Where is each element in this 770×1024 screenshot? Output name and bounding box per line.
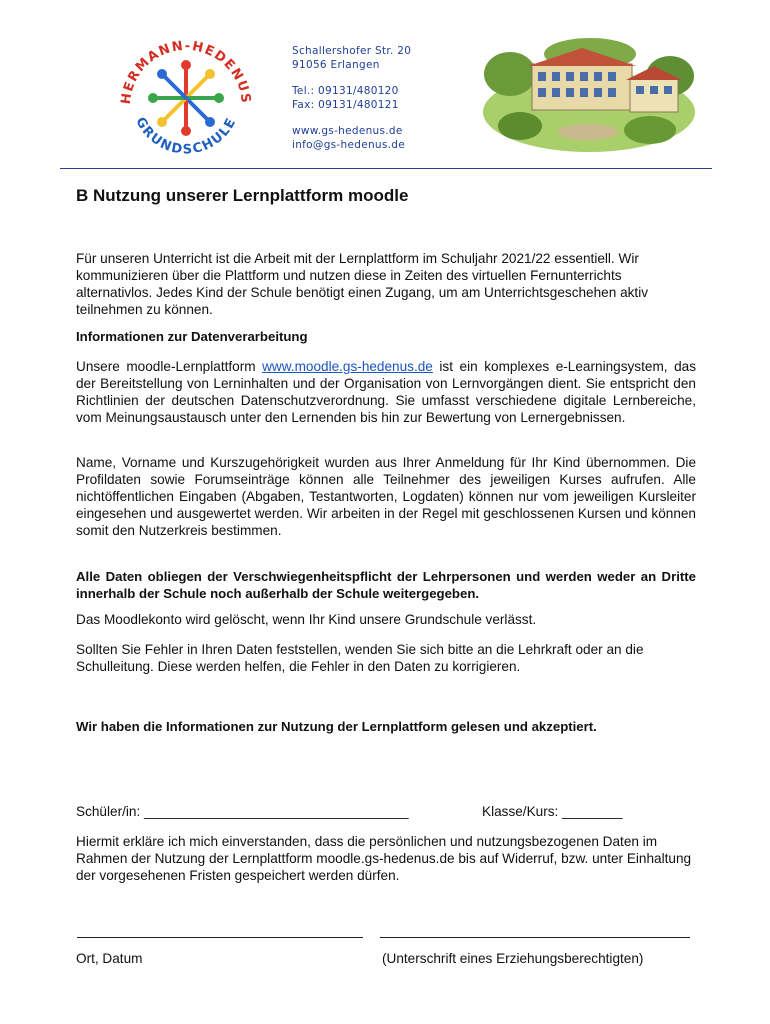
acceptance-statement: Wir haben die Informationen zur Nutzung der Lernplattform gelesen und akzeptiert.: [76, 719, 597, 734]
page-title: B Nutzung unserer Lernplattform moodle: [76, 186, 409, 205]
confidentiality-notice: Alle Daten obliegen der Verschwiegenheitspflicht der Lehrpersonen und werden weder an Dritte innerhalb der Schule noch außerhalb der Schule weitergegeben.: [76, 569, 696, 601]
header-divider: [60, 168, 712, 169]
school-building-illustration: [480, 34, 698, 154]
address-fax: Fax: 09131/480121: [292, 99, 399, 111]
student-name-field[interactable]: Schüler/in: ___________________________________: [76, 804, 409, 819]
info-p1-before: Unsere moodle-Lernplattform: [76, 359, 263, 374]
class-field[interactable]: Klasse/Kurs: ________: [482, 804, 623, 819]
address-web: www.gs-hedenus.de: [292, 125, 403, 137]
deletion-paragraph: Das Moodlekonto wird gelöscht, wenn Ihr Kind unsere Grundschule verlässt.: [76, 612, 537, 627]
school-logo: [112, 28, 260, 158]
info-heading: Informationen zur Datenverarbeitung: [76, 329, 308, 344]
address-street: Schallershofer Str. 20: [292, 45, 412, 57]
place-date-line[interactable]: [77, 937, 363, 938]
guardian-signature-label: (Unterschrift eines Erziehungsberechtigten): [382, 951, 644, 966]
address-email: info@gs-hedenus.de: [292, 139, 405, 151]
info-paragraph-2: Name, Vorname und Kurszugehörigkeit wurden aus Ihrer Anmeldung für Ihr Kind übernommen. Die Profildaten sowie Forumseinträge können alle Teilnehmer des jeweiligen Kurses aufrufen. Alle nichtöffentlichen Eingaben (Abgaben, Testantworten, Logdaten) können nur vom jeweiligen Kursleiter eingesehen und ausgewertet werden. Wir arbeiten in der Regel mit geschlossenen Kursen und können somit den Nutzerkreis bestimmen.: [76, 455, 696, 538]
info-paragraph-1: [76, 358, 696, 426]
children-circle-icon: [148, 60, 224, 136]
errors-paragraph: Sollten Sie Fehler in Ihren Daten feststellen, wenden Sie sich bitte an die Lehrkraft oder an die Schulleitung. Diese werden helfen, die Fehler in den Daten zu korrigieren.: [76, 642, 644, 674]
moodle-link[interactable]: www.moodle.gs-hedenus.de: [262, 359, 433, 374]
school-address: [292, 44, 411, 152]
info-p1-after: ist ein komplexes e-Learningsystem, das der Bereitstellung von Lerninhalten und der Organisation von Lernvorgängen dient. Sie entspricht den Richtlinien der deutschen Datenschutzverordnung. Sie umfasst verschiedene digitale Lernbereiche, vom Meinungsaustausch unter den Lernenden bis hin zur Bewertung von Lernergebnissen.: [76, 359, 696, 425]
consent-paragraph: Hiermit erkläre ich mich einverstanden, dass die persönlichen und nutzungsbezogenen Daten im Rahmen der Nutzung der Lernplattform moodle.gs-hedenus.de bis auf Widerruf, bzw. unter Einhaltung der vorgesehenen Fristen gespeichert werden dürfen.: [76, 834, 692, 883]
place-date-label: Ort, Datum: [76, 951, 143, 966]
logo-text-bottom: GRUNDSCHULE: [132, 114, 240, 158]
intro-paragraph: Für unseren Unterricht ist die Arbeit mit der Lernplattform im Schuljahr 2021/22 essentiell. Wir kommunizieren über die Plattform und nutzen diese in Zeiten des virtuellen Fernunterrichts alternativlos. Jedes Kind der Schule benötigt einen Zugang, um am Unterrichtsgeschehen aktiv teilnehmen zu können.: [76, 251, 649, 317]
signature-line[interactable]: [380, 937, 690, 938]
address-tel: Tel.: 09131/480120: [292, 85, 399, 97]
logo-text-top: HERMANN-HEDENUS: [118, 38, 254, 106]
address-city: 91056 Erlangen: [292, 59, 380, 71]
